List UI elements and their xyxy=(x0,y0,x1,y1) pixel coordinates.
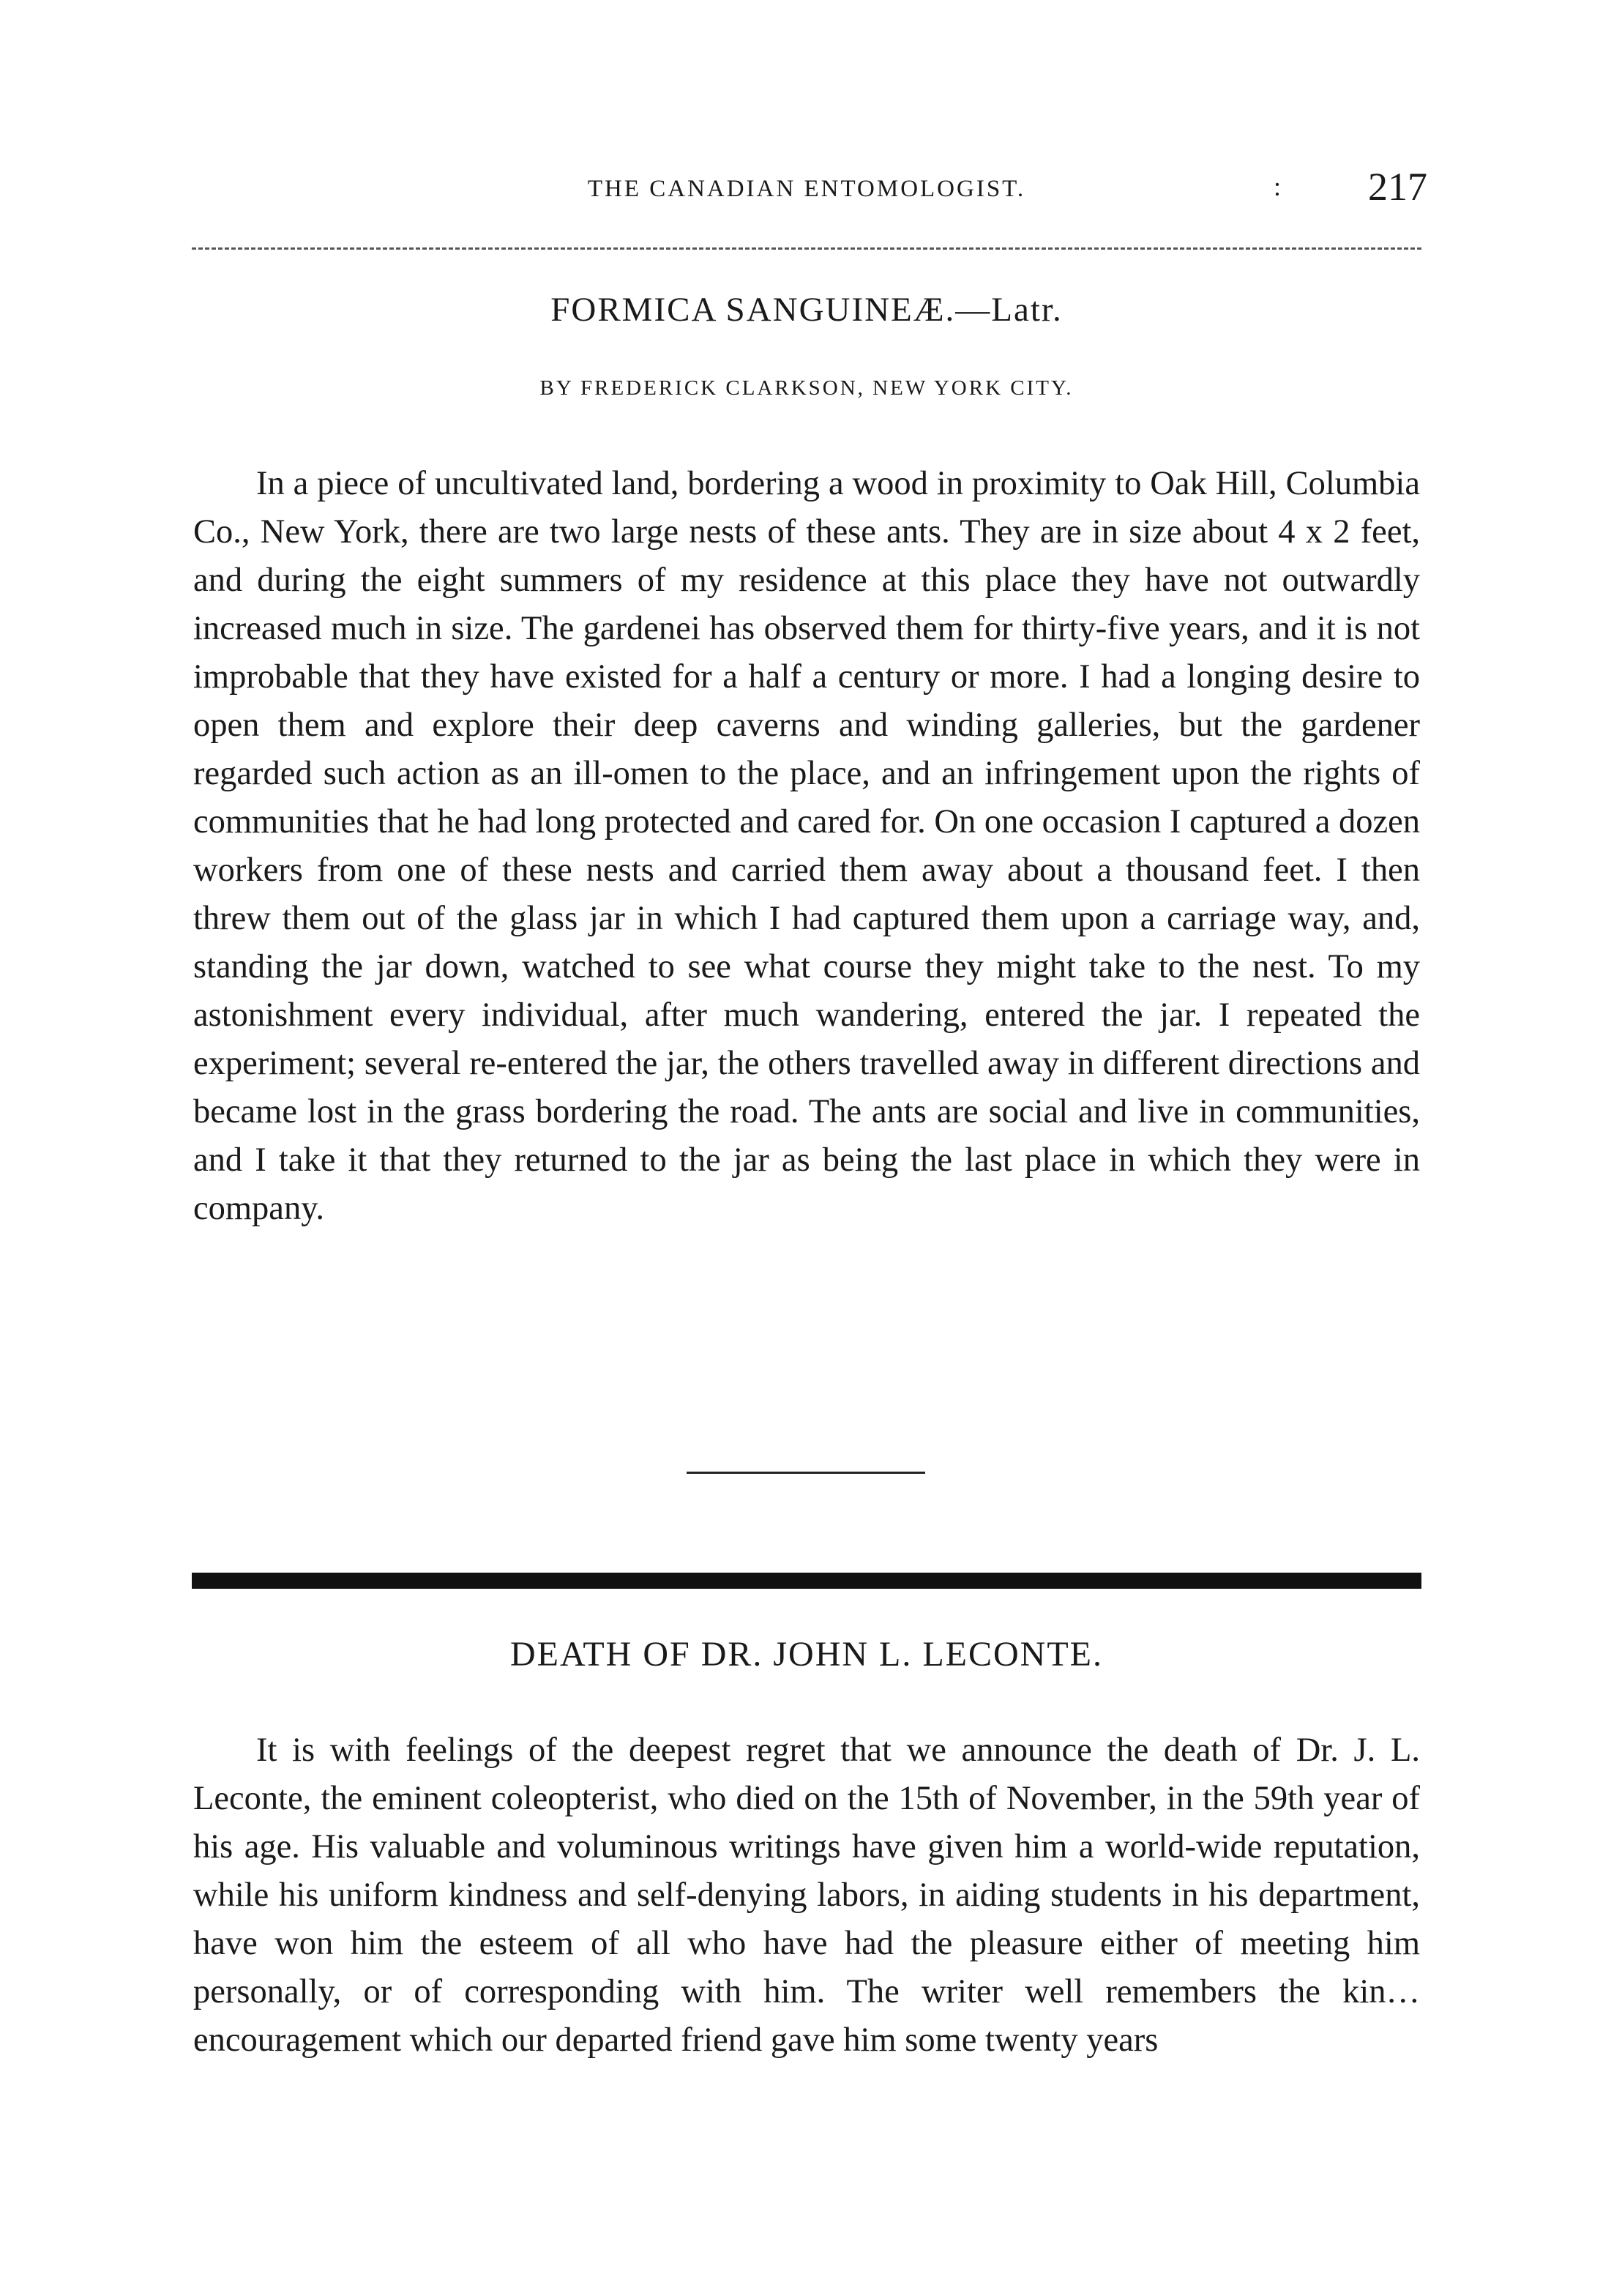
journal-title: THE CANADIAN ENTOMOLOGIST. xyxy=(587,176,1026,202)
body-paragraph: It is with feelings of the deepest regret that we announce the death of Dr. J. L. Leconte, the eminent coleopterist, who died on the 15th of November, in the 59th year of his age. His valuable and voluminous writings have given him a world-wide reputation, while his uniform kindness and self-denying labors, in aiding students in his department, have won him the esteem of all who have had the pleasure either of meeting him personally, or of corresponding with him. The writer well remembers the kin… encouragement which our departed friend gave him some twenty years xyxy=(193,1732,1420,2059)
article-body-leconte xyxy=(193,1726,1420,2065)
article-body-formica xyxy=(193,460,1420,1233)
section-divider xyxy=(687,1472,925,1474)
running-head xyxy=(192,163,1427,221)
header-rule xyxy=(192,247,1421,250)
article-title-formica: FORMICA SANGUINEÆ.—Latr. xyxy=(550,291,1063,329)
header-colon: : xyxy=(1274,172,1282,201)
page-number: 217 xyxy=(1368,165,1427,209)
heavy-rule xyxy=(192,1573,1421,1589)
article-title-leconte: DEATH OF DR. JOHN L. LECONTE. xyxy=(510,1635,1103,1674)
article-byline: BY FREDERICK CLARKSON, NEW YORK CITY. xyxy=(539,376,1074,400)
body-paragraph: In a piece of uncultivated land, bordering a wood in proximity to Oak Hill, Columbia Co., New York, there are two large nests of these ants. They are in size about 4 x 2 feet, and during the eight summers of my residence at this place they have not outwardly increased much in size. The gardenei has observed them for thirty-five years, and it is not improbable that they have existed for a half a century or more. I had a longing desire to open them and explore their deep caverns and winding galleries, but the gardener regarded such action as an ill-omen to the place, and an infringement upon the rights of communities that he had long protected and cared for. On one occasion I captured a dozen workers from one of these nests and carried them away about a thousand feet. I then threw them out of the glass jar in which I had captured them upon a carriage way, and, standing the jar down, watched to see what course they might take to the nest. To my astonishment every individual, after much wandering, entered the jar. I repeated the experiment; several re-entered the jar, the others travelled away in different directions and became lost in the grass bordering the road. The ants are social and live in communities, and I take it that they returned to the jar as being the last place in which they were in company. xyxy=(193,465,1420,1227)
